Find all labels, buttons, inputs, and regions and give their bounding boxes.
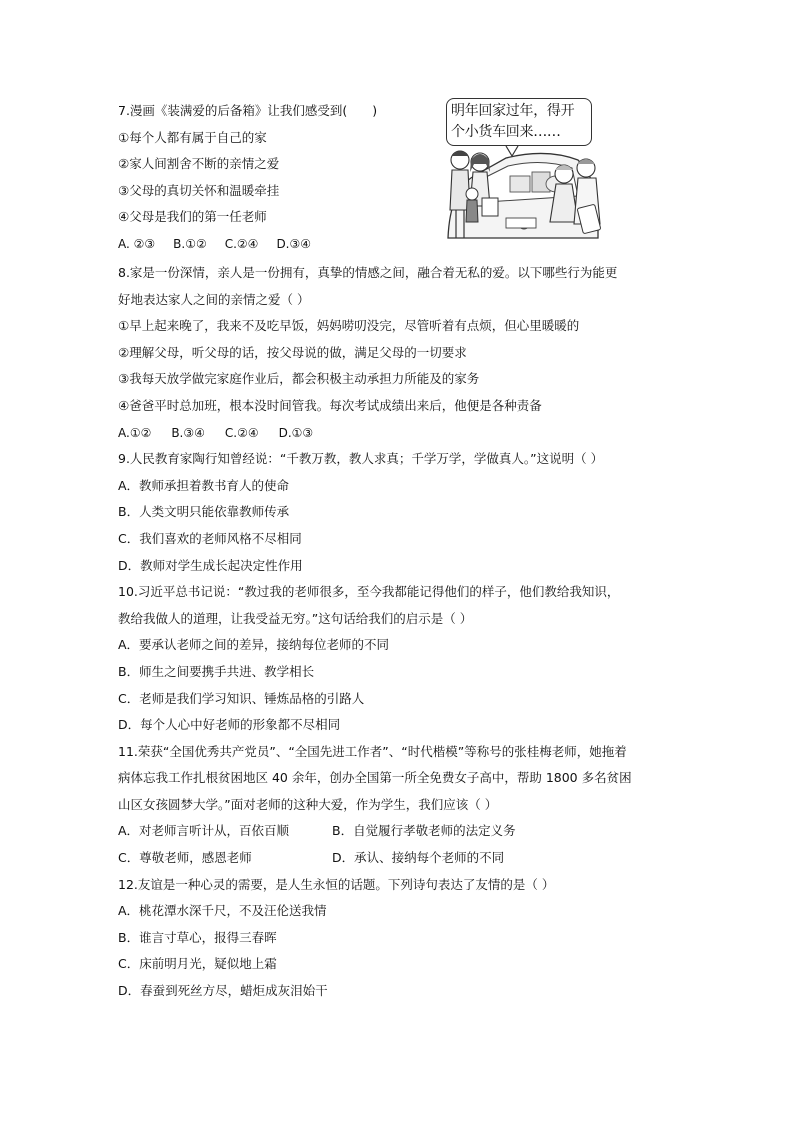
question-7-item-1: ①每个人都有属于自己的家	[118, 129, 267, 145]
family-car-drawing	[446, 98, 602, 250]
option-d: D.①③	[278, 425, 314, 440]
question-10	[118, 579, 694, 739]
question-11-options-row-1	[118, 818, 694, 845]
question-11-stem-1: 11.荣获“全国优秀共产党员”、“全国先进工作者”、“时代楷模”等称号的张桂梅老师，她拖着	[118, 743, 627, 759]
option-b: B.③④	[171, 425, 205, 440]
question-8-item-1: ①早上起来晚了，我来不及吃早饭，妈妈唠叨没完，尽管听着有点烦，但心里暖暖的	[118, 318, 580, 334]
option-b: B．师生之间要携手共进、教学相长	[118, 663, 315, 679]
question-7	[118, 98, 418, 257]
option-a: A．要承认老师之间的差异，接纳每位老师的不同	[118, 637, 390, 653]
question-12-stem: 12.友谊是一种心灵的需要，是人生永恒的话题。下列诗句表达了友情的是（ ）	[118, 876, 555, 892]
option-a: A．对老师言听计从，百依百顺	[118, 823, 290, 839]
question-7-item-3: ③父母的真切关怀和温暖牵挂	[118, 182, 280, 198]
question-8-item-4: ④爸爸平时总加班，根本没时间管我。每次考试成绩出来后，他便是各种责备	[118, 397, 542, 413]
option-c: C．我们喜欢的老师风格不尽相同	[118, 530, 302, 546]
question-7-stem: 7.漫画《装满爱的后备箱》让我们感受到( )	[118, 103, 378, 118]
option-d: D.③④	[276, 236, 312, 251]
question-7-item-2: ②家人间割舍不断的亲情之爱	[118, 156, 280, 171]
question-7-item-4: ④父母是我们的第一任老师	[118, 209, 267, 224]
option-d: D．春蚕到死丝方尽，蜡炬成灰泪始干	[118, 983, 328, 999]
question-9-stem: 9.人民教育家陶行知曾经说：“千教万教，教人求真；千学万学，学做真人。”这说明（ ）	[118, 451, 604, 467]
question-8-stem-1: 8.家是一份深情，亲人是一份拥有，真挚的情感之间，融合着无私的爱。以下哪些行为能更	[118, 265, 618, 280]
speech-bubble-line-1: 明年回家过年，得开	[451, 103, 575, 119]
option-a: A. ②③	[118, 236, 156, 251]
cartoon-illustration	[446, 98, 602, 250]
question-8-item-3: ③我每天放学做完家庭作业后，都会积极主动承担力所能及的家务	[118, 371, 480, 387]
option-b: B．自觉履行孝敬老师的法定义务	[332, 823, 516, 839]
option-b: B.①②	[173, 236, 207, 251]
question-8	[118, 260, 694, 446]
question-7-options	[118, 231, 418, 258]
questions-8-12	[118, 260, 694, 1005]
question-9	[118, 446, 694, 579]
option-c: C．尊敬老师，感恩老师	[118, 850, 252, 866]
speech-bubble-line-2: 个小货车回来……	[451, 124, 561, 140]
option-d: D．每个人心中好老师的形象都不尽相同	[118, 717, 341, 733]
option-d: D．承认、接纳每个老师的不同	[332, 850, 505, 866]
option-b: B．人类文明只能依靠教师传承	[118, 504, 290, 520]
question-11-options-row-2	[118, 845, 694, 872]
question-11	[118, 739, 694, 872]
option-c: C.②④	[224, 236, 259, 251]
option-d: D．教师对学生成长起决定性作用	[118, 557, 303, 573]
question-12	[118, 872, 694, 1005]
option-a: A．教师承担着教书育人的使命	[118, 477, 290, 493]
option-a: A．桃花潭水深千尺，不及汪伦送我情	[118, 903, 327, 919]
question-8-options	[118, 420, 694, 447]
question-11-stem-3: 山区女孩圆梦大学。”面对老师的这种大爱，作为学生，我们应该（ ）	[118, 796, 498, 812]
option-c: C.②④	[224, 425, 259, 440]
option-c: C．老师是我们学习知识、锤炼品格的引路人	[118, 690, 365, 706]
question-8-item-2: ②理解父母，听父母的话，按父母说的做，满足父母的一切要求	[118, 344, 467, 360]
question-10-stem-1: 10.习近平总书记说：“教过我的老师很多，至今我都能记得他们的样子，他们教给我知识，	[118, 584, 620, 600]
option-c: C．床前明月光，疑似地上霜	[118, 956, 277, 972]
option-a: A.①②	[118, 425, 152, 440]
question-8-stem-2: 好地表达家人之间的亲情之爱（ ）	[118, 291, 310, 307]
question-10-stem-2: 教给我做人的道理，让我受益无穷。”这句话给我们的启示是（ ）	[118, 610, 473, 626]
question-11-stem-2: 病体忘我工作扎根贫困地区 40 余年，创办全国第一所全免费女子高中，帮助 1800 多名贫困	[118, 770, 632, 786]
option-b: B．谁言寸草心，报得三春晖	[118, 929, 277, 945]
